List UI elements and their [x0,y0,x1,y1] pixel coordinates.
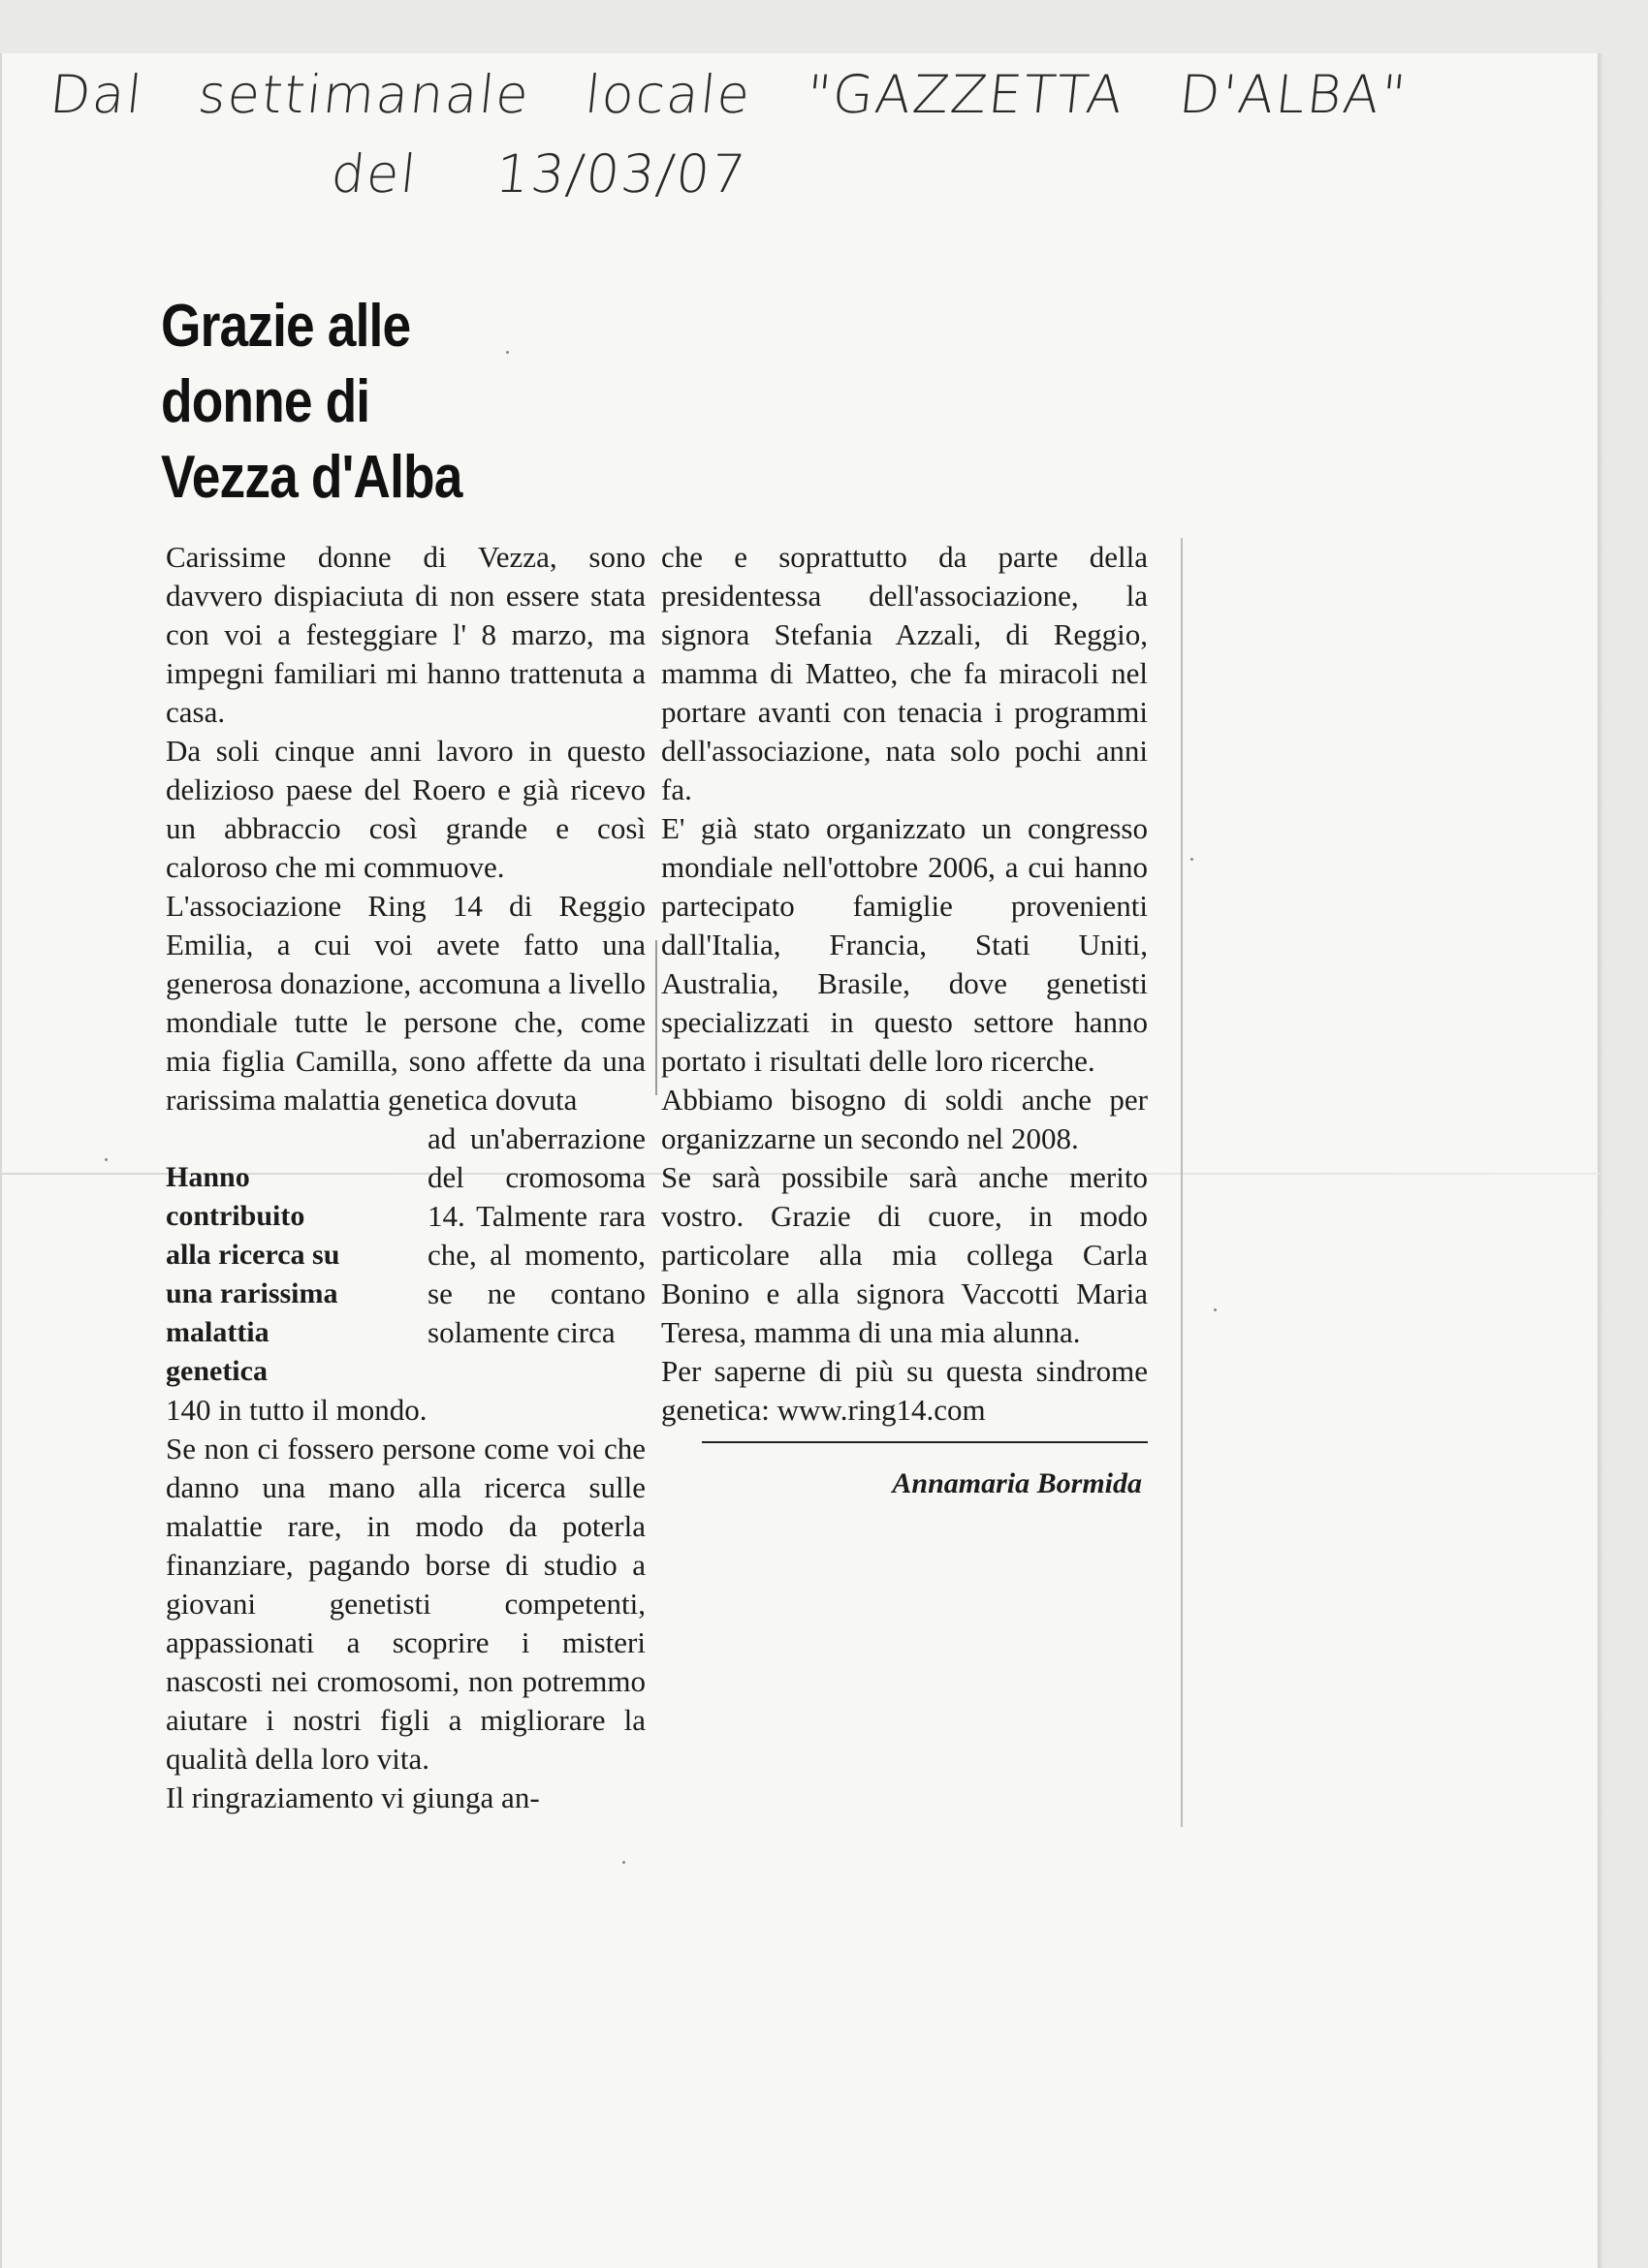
scan-speck [1214,1308,1217,1311]
headline-line-2: donne di [161,368,370,435]
paragraph: Se sarà possibile sarà anche merito vostro. Grazie di cuore, in modo particolare alla mia collega Carla Bonino e alla signora Vaccotti Maria Teresa, mamma di una mia alunna. [661,1160,1148,1349]
signature-rule [702,1441,1148,1443]
paragraph: L'associazione Ring 14 di Reggio Emilia, a cui voi avete fatto una generosa donazione, accomuna a livello mondiale tutte le persone che, come mia figlia Camilla, sono affette da una rarissima malattia genetica dovuta [166,889,646,1117]
sheet-edge [1598,53,1603,2268]
author-signature: Annamaria Bormida [892,1467,1142,1499]
article-left-column [166,538,646,1817]
article-right-column [661,538,1148,1503]
scan-speck [622,1861,625,1864]
clipping-cut-line [1181,538,1183,1827]
paragraph-continuation: ad un'aberrazione del cromosoma 14. Talmente rara che, al momento, se ne contano solamente circa [428,1121,646,1349]
paragraph: Carissime donne di Vezza, sono davvero dispiaciuta di non essere stata con voi a festeggiare l' 8 marzo, ma impegni familiari mi hanno trattenuta a casa. [166,540,646,729]
scan-speck [506,351,509,354]
headline-line-1: Grazie alle [161,293,411,360]
paragraph: Per saperne di più su questa sindrome genetica: www.ring14.com [661,1354,1148,1427]
pull-quote-block [166,1119,646,1391]
handwritten-source-note: Dal settimanale locale "GAZZETTA D'ALBA" [47,64,1410,125]
handwritten-date-note: del 13/03/07 [328,143,750,205]
paragraph: Il ringraziamento vi giunga an- [166,1780,540,1814]
paragraph-end: 140 in tutto il mondo. [166,1393,428,1427]
paragraph: Abbiamo bisogno di soldi anche per organizzarne un secondo nel 2008. [661,1083,1148,1155]
scan-speck [1190,858,1193,861]
headline-line-3: Vezza d'Alba [161,444,462,511]
column-divider-mark [655,940,657,1095]
paragraph: Se non ci fossero persone come voi che danno una mano alla ricerca sulle malattie rare, in modo da poterla finanziare, pagando borse di studio a giovani genetisti competenti, appassionati a scoprire i misteri nascosti nei cromosomi, non potremmo aiutare i nostri figli a migliorare la qualità della loro vita. [166,1432,646,1776]
article-headline [161,289,462,516]
paragraph: che e soprattutto da parte della presidentessa dell'associazione, la signora Stefania Azzali, di Reggio, mamma di Matteo, che fa miracoli nel portare avanti con tenacia i programmi dell'associazione, nata solo pochi anni fa. [661,540,1148,806]
paragraph: Da soli cinque anni lavoro in questo delizioso paese del Roero e già ricevo un abbraccio così grande e così caloroso che mi commuove. [166,734,646,884]
pull-quote: Hanno contribuito alla ricerca su una rarissima malattia genetica [166,1161,340,1387]
paragraph: E' già stato organizzato un congresso mondiale nell'ottobre 2006, a cui hanno partecipato famiglie provenienti dall'Italia, Francia, Stati Uniti, Australia, Brasile, dove genetisti specializzati in questo settore hanno portato i risultati delle loro ricerche. [661,811,1148,1078]
scan-speck [105,1158,108,1161]
